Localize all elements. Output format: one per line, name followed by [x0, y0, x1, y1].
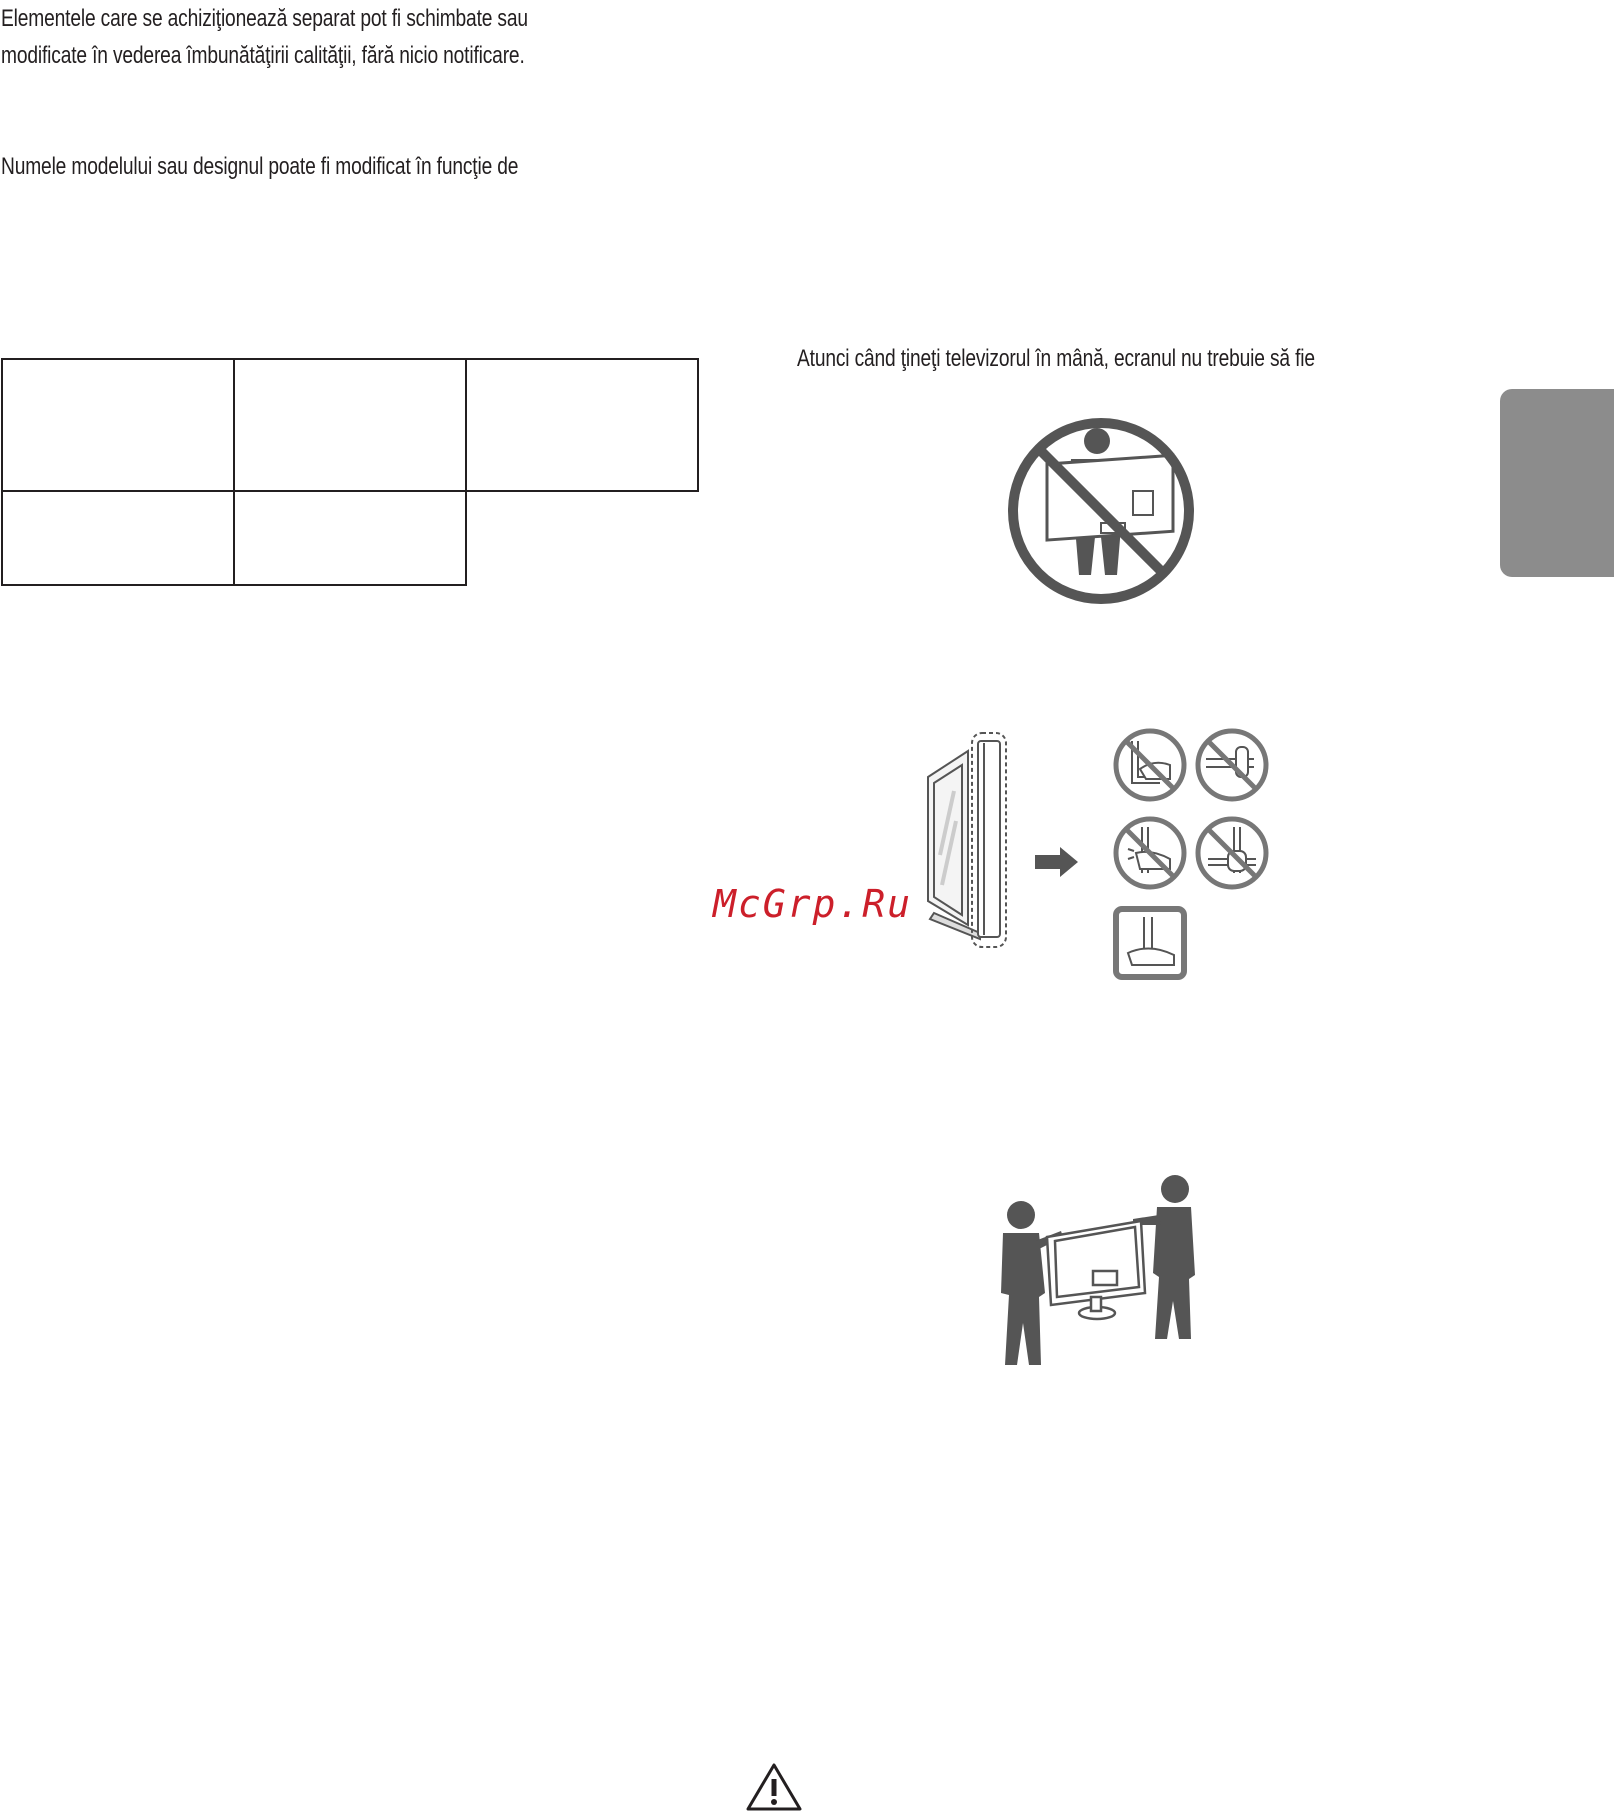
tv-side-view [928, 733, 1006, 947]
paragraph-model-note [1, 148, 518, 185]
paragraph-accessories-note [1, 0, 528, 74]
prohibited-grip-icon [1198, 819, 1266, 887]
paragraph-line: Atunci când ţineţi televizorul în mână, ecranul nu trebuie să fie [797, 345, 1315, 372]
arrow-right-icon [1035, 847, 1078, 877]
table-cell [466, 359, 698, 491]
two-people-carrying-tv-illustration [995, 1175, 1205, 1370]
table-cell [2, 359, 234, 491]
accessories-table [1, 358, 699, 586]
prohibited-screen-contact-illustration [1005, 415, 1197, 607]
tv-back-outline [1047, 1221, 1145, 1319]
prohibited-grip-icons [1116, 731, 1266, 887]
tv-back-outline [1047, 455, 1173, 540]
language-side-tab [1500, 389, 1614, 577]
paragraph-holding-note [797, 340, 1315, 377]
prohibited-grip-icon [1116, 819, 1184, 887]
paragraph-line: Elementele care se achiziţionează separat pot fi schimbate sau [1, 5, 528, 32]
table-cell [2, 491, 234, 585]
watermark-text: McGrp.Ru [713, 882, 913, 926]
tv-edge-handling-illustration [920, 725, 1280, 985]
table-row [2, 491, 698, 585]
table-cell [234, 359, 466, 491]
paragraph-line: Numele modelului sau designul poate fi modificat în funcţie de [1, 153, 519, 180]
table-cell [234, 491, 466, 585]
paragraph-line: modificate în vederea îmbunătăţirii calităţii, fără nicio notificare. [1, 42, 525, 69]
correct-grip-icon [1116, 909, 1184, 977]
prohibited-grip-icon [1198, 731, 1266, 799]
table-cell-empty [466, 491, 698, 585]
prohibited-grip-icon [1116, 731, 1184, 799]
warning-triangle-icon [745, 1762, 803, 1812]
table-row [2, 359, 698, 491]
